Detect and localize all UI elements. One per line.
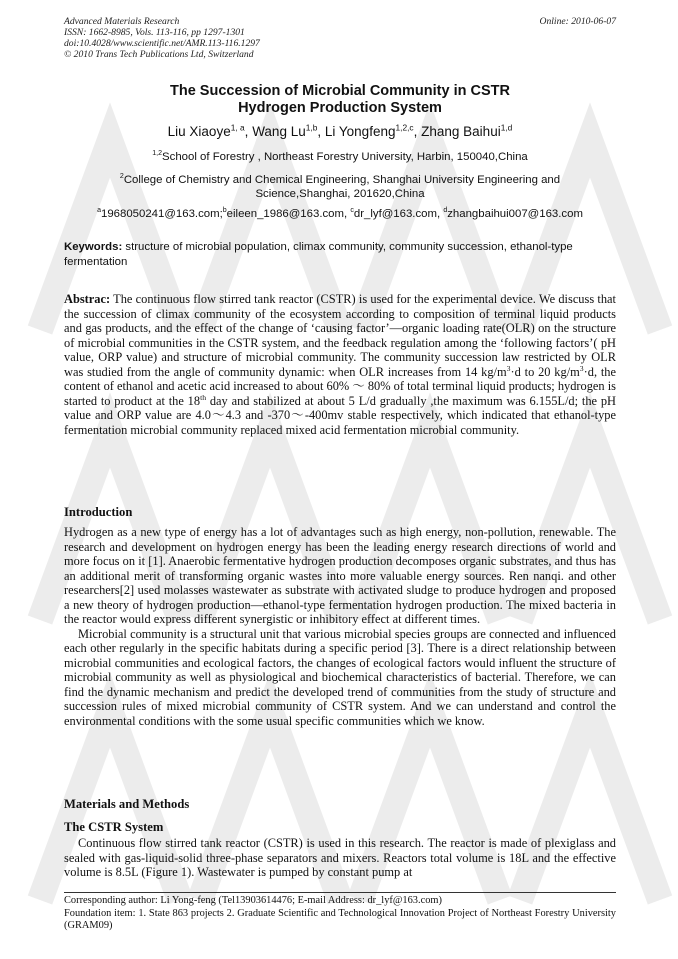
keywords [64, 240, 616, 270]
journal-name: Advanced Materials Research [64, 16, 180, 27]
keywords-label: Keywords: [64, 241, 123, 253]
title-line-2: Hydrogen Production System [238, 100, 442, 116]
online-date: Online: 2010-06-07 [539, 16, 616, 27]
email-link[interactable]: 1968050241@163.com; [100, 208, 223, 220]
abstract-sup: 3 [506, 363, 511, 373]
author-name: Zhang Baihui [421, 124, 501, 139]
section-heading-introduction: Introduction [64, 505, 133, 519]
author-name: Liu Xiaoye [167, 124, 231, 139]
abstract-sup: 3 [579, 363, 584, 373]
introduction-body [64, 525, 616, 728]
author-list [64, 124, 616, 140]
footnote-divider [64, 892, 616, 893]
email-link[interactable]: zhangbaihui007@163.com [447, 208, 583, 220]
affiliation-text: College of Chemistry and Chemical Engineering, Shanghai University Engineering and [123, 174, 561, 186]
affiliation-text: School of Forestry , Northeast Forestry University, Harbin, 150040,China [162, 151, 528, 163]
subsection-heading-cstr: The CSTR System [64, 820, 164, 834]
author-name: Li Yongfeng [324, 124, 396, 139]
paragraph: Continuous flow stirred tank reactor (CSTR) is used in this research. The reactor is made of plexiglass and sealed with gas-liquid-solid three-phase separators and mixers. Reactors total volume is 18L and the effective volume is 8.5L (Figure 1). Wastewater is pumped by constant pump at [64, 836, 616, 879]
author-sep: , [317, 124, 322, 139]
email-link[interactable]: dr_lyf@163.com, [353, 208, 444, 220]
author-name: Wang Lu [252, 124, 306, 139]
section-heading-methods: Materials and Methods [64, 797, 190, 811]
affiliation-2 [64, 173, 616, 201]
corresponding-author: Corresponding author: Li Yong-feng (Tel13903614476; E-mail Address: dr_lyf@163.com) [64, 895, 442, 906]
foundation-item: Foundation item: 1. State 863 projects 2. Graduate Scientific and Technological Innovation Project of Northeast Forestry University (GRAM09) [64, 907, 616, 931]
author-sup: 1,b [305, 122, 318, 133]
keywords-text: structure of microbial population, climax community, community succession, ethanol-type fermentation [64, 241, 573, 268]
abstract-label: Abstrac: [64, 292, 111, 306]
paper-title [64, 83, 616, 117]
methods-body [64, 836, 616, 880]
issn-line: ISSN: 1662-8985, Vols. 113-116, pp 1297-1301 [64, 27, 245, 38]
affiliation-1 [64, 150, 616, 164]
footnotes [64, 895, 616, 933]
affiliation-sup: 1,2 [152, 150, 163, 158]
email-sup: d [443, 207, 448, 215]
author-sep: , [244, 124, 249, 139]
author-sup: 1,d [500, 122, 513, 133]
title-line-1: The Succession of Microbial Community in CSTR [170, 83, 510, 99]
abstract-text: ·d, the content of ethanol and acetic acid increased to about 60% ～ 80% of total terminal liquid products; hydrogen is started to product at the 18 [64, 364, 617, 408]
author-sup: 1,2,c [395, 122, 414, 133]
abstract-sup: th [200, 392, 207, 402]
affiliation-sup: 2 [119, 173, 124, 181]
copyright-line: © 2010 Trans Tech Publications Ltd, Switzerland [64, 49, 254, 60]
paragraph: Microbial community is a structural unit that various microbial species groups are connected and influenced each other regularly in the specific habitats during a specific period [3]. There is a direct relationship between microbial communities and ecological factors, the changes of ecological factors would influent the structure of microbial community as well as physiological and biochemical characteristics of bacterial. Therefore, we can find the dynamic mechanism and predict the developed trend of communities from the study of structure and succession rules of mixed microbial community of CSTR system. And we can understand and control the environmental conditions with the some usual specific communities which we know. [64, 626, 616, 728]
email-sup: c [350, 207, 354, 215]
email-list [64, 207, 616, 221]
paragraph: Hydrogen as a new type of energy has a lot of advantages such as high energy, non-pollution, renewable. The research and development on hydrogen energy has been the leading energy research directions of world and more focus on it [1]. Anaerobic fermentative hydrogen production decomposes organic substrates, and thus has an additional merit of transforming organic wastes into more valuable energy sources. Ren nanqi. and other researchers[2] used molasses wastewater as substrate with activated sludge to produce hydrogen and proposed a new theory of hydrogen production—ethanol-type fermentation hydrogen production. The mixed bacteria in the reactor would express different synergistic or inhibitory effect at different times. [64, 525, 616, 626]
email-sup: a [97, 207, 101, 215]
author-sup: 1, a [230, 122, 245, 133]
author-sep: , [413, 124, 418, 139]
email-link[interactable]: eileen_1986@163.com, [226, 208, 351, 220]
abstract-text: The continuous flow stirred tank reactor (CSTR) is used for the experimental device. We discuss that the succession of climax community of the ecosystem according to composition of terminal liquid products and gas products, and the effect of the change of ‘causing factor’—organic loading rate(OLR) on the structure of microbial communities in the CSTR system, and the feedback regulation among the ‘following factors’( pH value, ORP value) and structure of microbial community. The community succession law restricted by OLR was studied from the angle of community dynamic: when OLR increases from 14 kg/m [64, 292, 616, 379]
journal-header [64, 16, 616, 60]
affiliation-text: Science,Shanghai, 201620,China [255, 188, 425, 200]
abstract [64, 292, 616, 437]
email-sup: b [222, 207, 227, 215]
abstract-text: day and stabilized at about 5 L/d gradually ,the maximum was 6.155L/d; the pH value and ORP value are 4.0～4.3 and -370～-400mv stable respectively, which indicated that ethanol-type fermentation microbial community replaced mixed acid fermentation microbial community. [64, 393, 616, 437]
doi-line: doi:10.4028/www.scientific.net/AMR.113-116.1297 [64, 38, 260, 49]
abstract-text: ·d to 20 kg/m [510, 364, 580, 379]
